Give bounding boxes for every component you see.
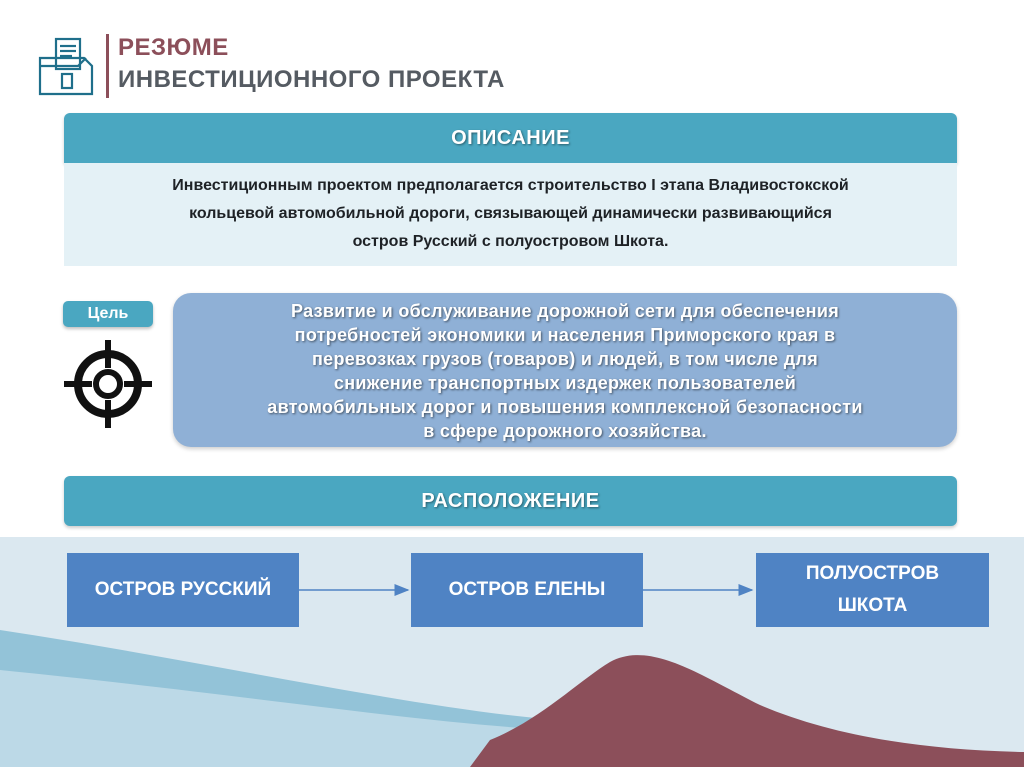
location-node-line: ШКОТА xyxy=(837,595,908,616)
page-title-line1: РЕЗЮМЕ xyxy=(118,34,229,61)
description-box xyxy=(64,163,957,266)
goal-line: Развитие и обслуживание дорожной сети для обеспечения xyxy=(291,301,839,321)
description-line: остров Русский с полуостровом Шкота. xyxy=(352,233,669,250)
goal-box xyxy=(173,293,957,447)
goal-line: потребностей экономики и населения Приморского края в xyxy=(294,325,836,345)
location-node-elena xyxy=(411,553,643,627)
description-line: кольцевой автомобильной дороги, связывающей динамически развивающийся xyxy=(189,205,832,222)
title-divider xyxy=(106,34,109,98)
location-node-russky xyxy=(67,553,299,627)
goal-line: снижение транспортных издержек пользователей xyxy=(333,373,797,393)
description-line: Инвестиционным проектом предполагается строительство I этапа Владивостокской xyxy=(172,177,849,194)
goal-line: перевозках грузов (товаров) и людей, в том числе для xyxy=(311,349,819,369)
location-node-line: ПОЛУОСТРОВ xyxy=(805,563,940,584)
folder-documents-icon xyxy=(38,36,96,98)
location-node-line: ОСТРОВ ЕЛЕНЫ xyxy=(448,579,606,600)
description-header: ОПИСАНИЕ xyxy=(64,113,957,163)
goal-text xyxy=(173,299,957,443)
target-crosshair-icon xyxy=(62,338,154,430)
goal-label: Цель xyxy=(63,301,153,327)
page-title-line2: ИНВЕСТИЦИОННОГО ПРОЕКТА xyxy=(118,66,505,93)
goal-line: автомобильных дорог и повышения комплексной безопасности xyxy=(267,397,863,417)
description-text xyxy=(64,172,957,256)
location-header: РАСПОЛОЖЕНИЕ xyxy=(64,476,957,526)
location-node-shkota xyxy=(756,553,989,627)
goal-line: в сфере дорожного хозяйства. xyxy=(423,421,707,441)
location-node-line: ОСТРОВ РУССКИЙ xyxy=(94,579,272,600)
